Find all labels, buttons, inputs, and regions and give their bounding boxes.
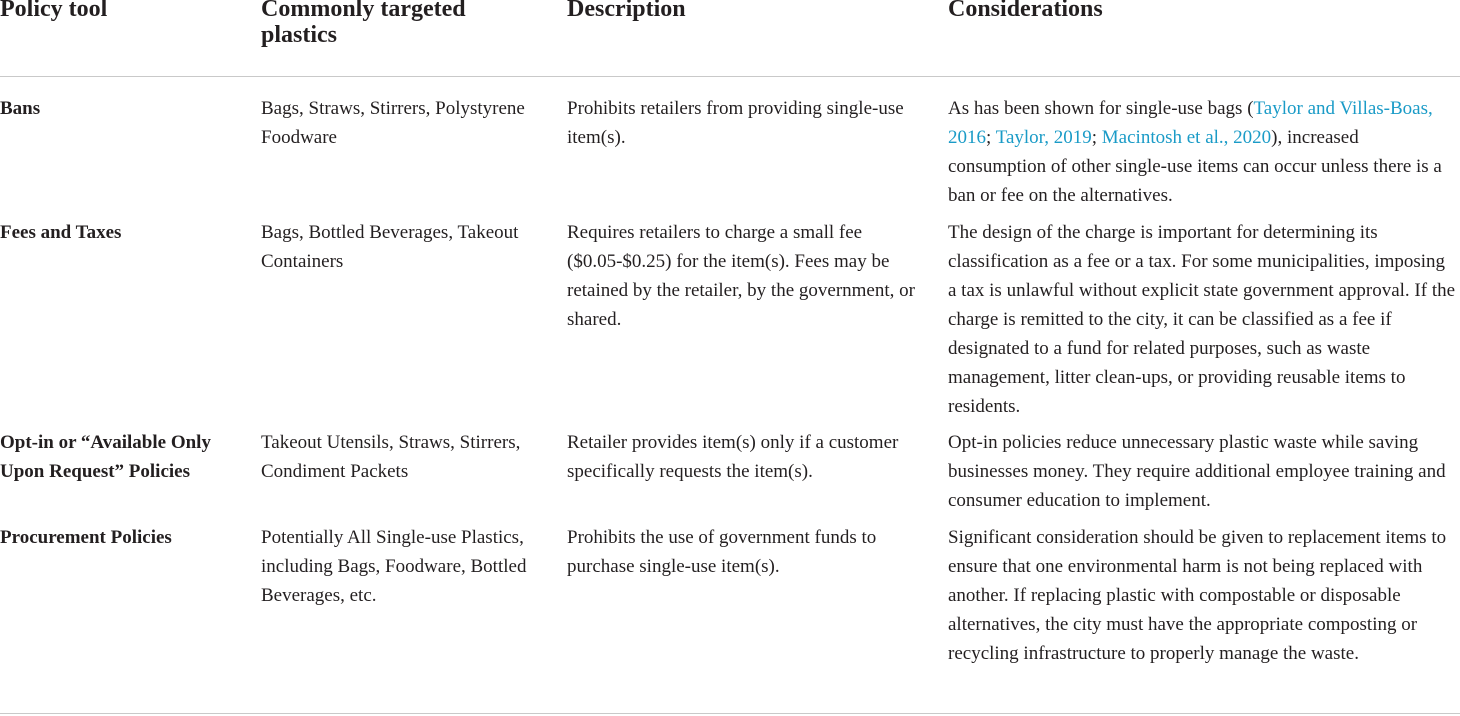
- considerations-text: ), increased consumption of other single-use items can occur unless there is a ban or fee on the alternatives.: [948, 127, 1442, 206]
- header-commonly-targeted-plastics: Commonly targeted plastics: [261, 0, 466, 48]
- header-considerations: Considerations: [948, 0, 1103, 22]
- considerations-cell: Significant consideration should be given to replacement items to ensure that one environmental harm is not being replaced with another. If replacing plastic with compostable or disposable alternatives, the city must have the appropriate composting or recycling infrastructure to properly manage the waste.: [948, 527, 1447, 664]
- description-cell: Requires retailers to charge a small fee ($0.05-$0.25) for the item(s). Fees may be retained by the retailer, by the government, or shared.: [567, 222, 915, 330]
- citation-separator: ;: [1091, 127, 1102, 148]
- table-bottom-rule: [0, 713, 1460, 714]
- description-cell: Prohibits the use of government funds to purchase single-use item(s).: [567, 527, 877, 577]
- header-description: Description: [567, 0, 686, 22]
- description-cell: Retailer provides item(s) only if a customer specifically requests the item(s).: [567, 432, 899, 482]
- citation-link[interactable]: Macintosh et al., 2020: [1101, 127, 1272, 148]
- considerations-cell: The design of the charge is important for determining its classification as a fee or a tax. For some municipalities, imposing a tax is unlawful without explicit state government approval. If the charge is remitted to the city, it can be classified as a fee if designated to a fund for related purposes, such as waste management, litter clean-ups, or providing reusable items to residents.: [948, 222, 1456, 417]
- citation-separator: ;: [986, 127, 996, 148]
- plastics-cell: Potentially All Single-use Plastics, including Bags, Foodware, Bottled Beverages, etc.: [261, 527, 527, 606]
- considerations-text: As has been shown for single-use bags (: [948, 98, 1254, 119]
- citation-link[interactable]: Taylor and Villas-Boas, 2016: [948, 98, 1433, 148]
- plastics-cell: Takeout Utensils, Straws, Stirrers, Condiment Packets: [261, 432, 521, 482]
- policy-tool-cell: Bans: [0, 98, 41, 119]
- header-policy-tool: Policy tool: [0, 0, 108, 22]
- table-header: [0, 0, 1460, 77]
- policy-tool-cell: Procurement Policies: [0, 527, 172, 548]
- citation-link[interactable]: Taylor, 2019: [995, 127, 1092, 148]
- plastics-cell: Bags, Straws, Stirrers, Polystyrene Foodware: [261, 98, 525, 148]
- policy-tool-cell: Opt-in or “Available Only Upon Request” Policies: [0, 432, 211, 482]
- considerations-cell: [948, 94, 1458, 210]
- considerations-cell: Opt-in policies reduce unnecessary plastic waste while saving businesses money. They require additional employee training and consumer education to implement.: [948, 432, 1446, 511]
- policy-tool-cell: Fees and Taxes: [0, 222, 122, 243]
- plastics-cell: Bags, Bottled Beverages, Takeout Containers: [261, 222, 519, 272]
- description-cell: Prohibits retailers from providing single-use item(s).: [567, 98, 904, 148]
